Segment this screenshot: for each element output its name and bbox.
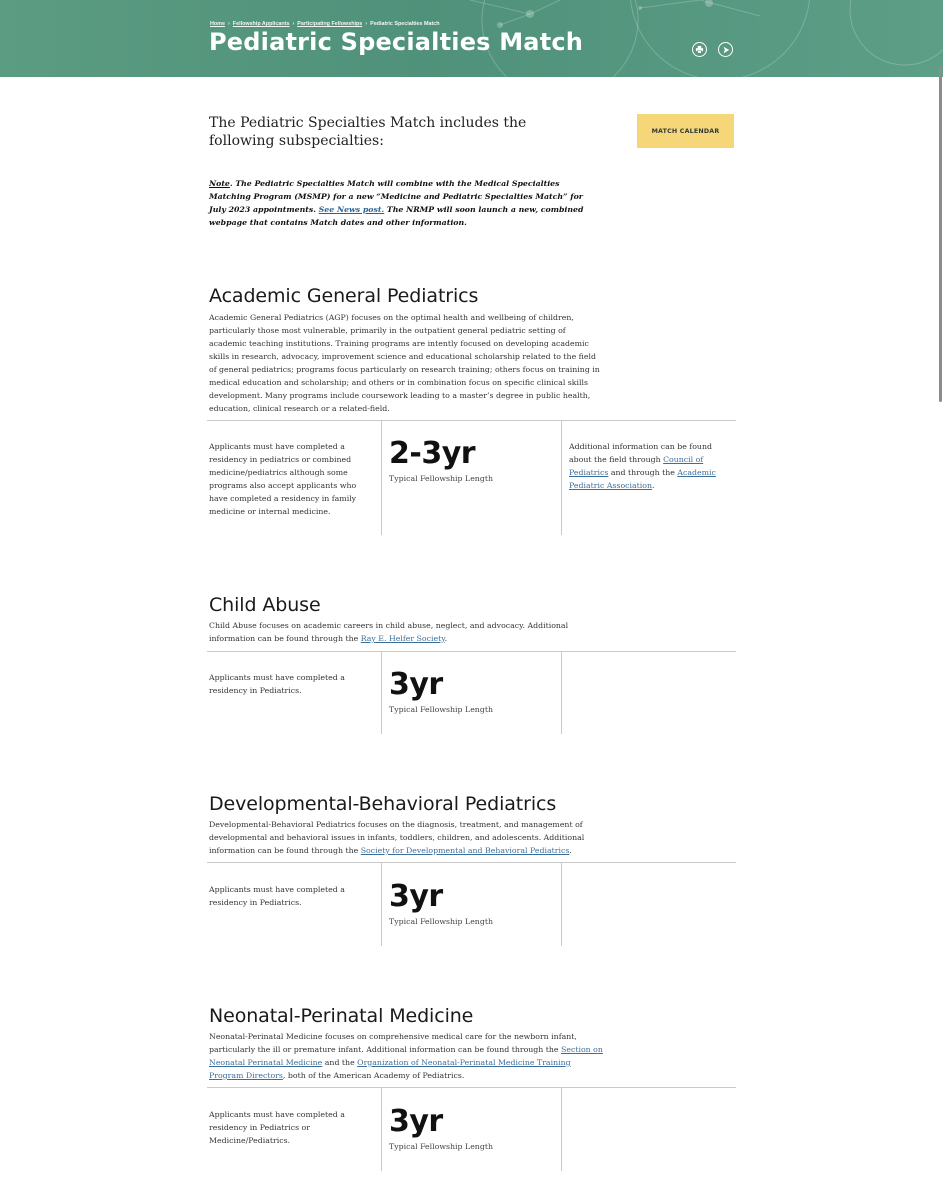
fellowship-length-label: Typical Fellowship Length xyxy=(389,705,493,714)
onpm-training-program-directors-link[interactable]: Organization of Neonatal-Perinatal Medicine Training Program Directors xyxy=(209,1058,571,1080)
academic-pediatric-association-link[interactable]: Academic Pediatric Association xyxy=(569,468,716,490)
match-note: Note. The Pediatric Specialties Match will combine with the Medical Specialties Matching Program (MSMP) for a new “Medicine and Pediatric Specialties Match” for July 2023 appointments. See News post. The NRMP will soon launch a new, combined webpage that contains Match dates and other information. xyxy=(209,179,584,227)
requirement-text: Applicants must have completed a residency in Pediatrics. xyxy=(209,673,345,695)
page-title: Pediatric Specialties Match xyxy=(209,28,584,56)
section-title-academic-general-pediatrics: Academic General Pediatrics xyxy=(209,285,479,307)
note-text-2: The NRMP will soon launch a new, combined webpage that contains Match dates and other information. xyxy=(209,205,584,227)
info-text: Additional information can be found about the field through xyxy=(569,442,712,464)
section-description xyxy=(209,818,605,857)
fellowship-length-value: 3yr xyxy=(389,879,443,914)
breadcrumb-current: Pediatric Specialties Match xyxy=(370,21,440,27)
column-divider xyxy=(381,1088,382,1171)
ray-e-helfer-society-link[interactable]: Ray E. Helfer Society xyxy=(360,634,445,643)
fellowship-length-value: 2-3yr xyxy=(389,436,476,471)
requirement-text: Applicants must have completed a residency in Pediatrics. xyxy=(209,885,345,907)
fellowship-length-label: Typical Fellowship Length xyxy=(389,474,493,483)
additional-info xyxy=(569,440,735,492)
description-text: Child Abuse focuses on academic careers in child abuse, neglect, and advocacy. Additional information can be found through the xyxy=(209,621,569,643)
description-text: and the xyxy=(322,1058,355,1067)
section-description xyxy=(209,619,605,645)
page-scrollbar[interactable] xyxy=(939,66,942,402)
section-description: Academic General Pediatrics (AGP) focuses on the optimal health and wellbeing of children, particularly those most vulnerable, primarily in the outpatient general pediatric setting of academic teaching institutions. Training programs are intently focused on developing academic skills in research, advocacy, improvement science and educational scholarship related to the field of general pediatrics; programs focus particularly on research training; others focus on training in medical education and scholarship; and others or in combination focus on specific clinical skills development. Many programs include coursework leading to a master’s degree in public health, education, clinical research or a related-field. xyxy=(209,313,600,413)
fellowship-length-value: 3yr xyxy=(389,667,443,702)
description-text: , both of the American Academy of Pediatrics. xyxy=(282,1071,465,1080)
intro-text: The Pediatric Specialties Match includes the following subspecialties: xyxy=(209,115,527,149)
note-text-1: The Pediatric Specialties Match will combine with the Medical Specialties Matching Program (MSMP) for a new “Medicine and Pediatric Specialties Match” for July 2023 appointments. xyxy=(209,179,583,214)
match-calendar-button[interactable]: MATCH CALENDAR xyxy=(637,114,734,148)
fellowship-length-label: Typical Fellowship Length xyxy=(389,917,493,926)
fellowship-length-value: 3yr xyxy=(389,1104,443,1139)
sdbp-link[interactable]: Society for Developmental and Behavioral Pediatrics xyxy=(360,846,570,855)
section-description xyxy=(209,1030,605,1082)
description-text: Developmental-Behavioral Pediatrics focuses on the diagnosis, treatment, and management of developmental and behavioral issues in infants, toddlers, children, and adolescents. Additional information can be found through the xyxy=(209,820,585,855)
print-button[interactable] xyxy=(692,42,707,57)
breadcrumb-separator: › xyxy=(227,21,230,27)
section-divider xyxy=(207,862,736,863)
requirement-text: Applicants must have completed a residency in Pediatrics or Medicine/Pediatrics. xyxy=(209,1110,345,1145)
requirement-text: Applicants must have completed a residency in pediatrics or combined medicine/pediatrics although some programs also accept applicants who have completed a residency in family medicine or internal medicine. xyxy=(209,442,357,516)
fellowship-length-label: Typical Fellowship Length xyxy=(389,1142,493,1151)
breadcrumb-participating-fellowships-link[interactable]: Participating Fellowships xyxy=(297,21,363,27)
breadcrumb-fellowship-applicants-link[interactable]: Fellowship Applicants xyxy=(232,21,290,27)
section-on-neonatal-perinatal-medicine-link[interactable]: Section on Neonatal Perinatal Medicine xyxy=(209,1045,603,1067)
section-title-neonatal-perinatal-medicine: Neonatal-Perinatal Medicine xyxy=(209,1005,474,1027)
section-title-child-abuse: Child Abuse xyxy=(209,594,321,616)
column-divider xyxy=(561,652,562,734)
share-button[interactable] xyxy=(718,42,733,57)
column-divider xyxy=(561,421,562,535)
breadcrumb-separator: › xyxy=(292,21,295,27)
note-lead: Note xyxy=(209,179,230,188)
news-post-link[interactable]: See News post. xyxy=(318,205,385,214)
column-divider xyxy=(381,863,382,946)
section-divider xyxy=(207,651,736,652)
breadcrumb-separator: › xyxy=(365,21,368,27)
section-divider xyxy=(207,1087,736,1088)
column-divider xyxy=(381,421,382,535)
description-text: Neonatal-Perinatal Medicine focuses on comprehensive medical care for the newborn infant, particularly the ill or premature infant. Additional information can be found through the xyxy=(209,1032,577,1054)
print-icon xyxy=(695,45,704,54)
info-text: and through the xyxy=(610,468,675,477)
description-text: . xyxy=(569,846,572,855)
column-divider xyxy=(561,863,562,946)
page-header xyxy=(0,0,943,77)
breadcrumb xyxy=(210,21,440,27)
section-title-developmental-behavioral-pediatrics: Developmental-Behavioral Pediatrics xyxy=(209,793,557,815)
description-text: . xyxy=(444,634,448,643)
breadcrumb-home-link[interactable]: Home xyxy=(210,21,225,27)
council-of-pediatrics-link[interactable]: Council of Pediatrics xyxy=(569,455,704,477)
section-divider xyxy=(207,420,736,421)
column-divider xyxy=(561,1088,562,1171)
info-text: . xyxy=(652,481,655,490)
share-icon xyxy=(722,46,730,54)
column-divider xyxy=(381,652,382,734)
